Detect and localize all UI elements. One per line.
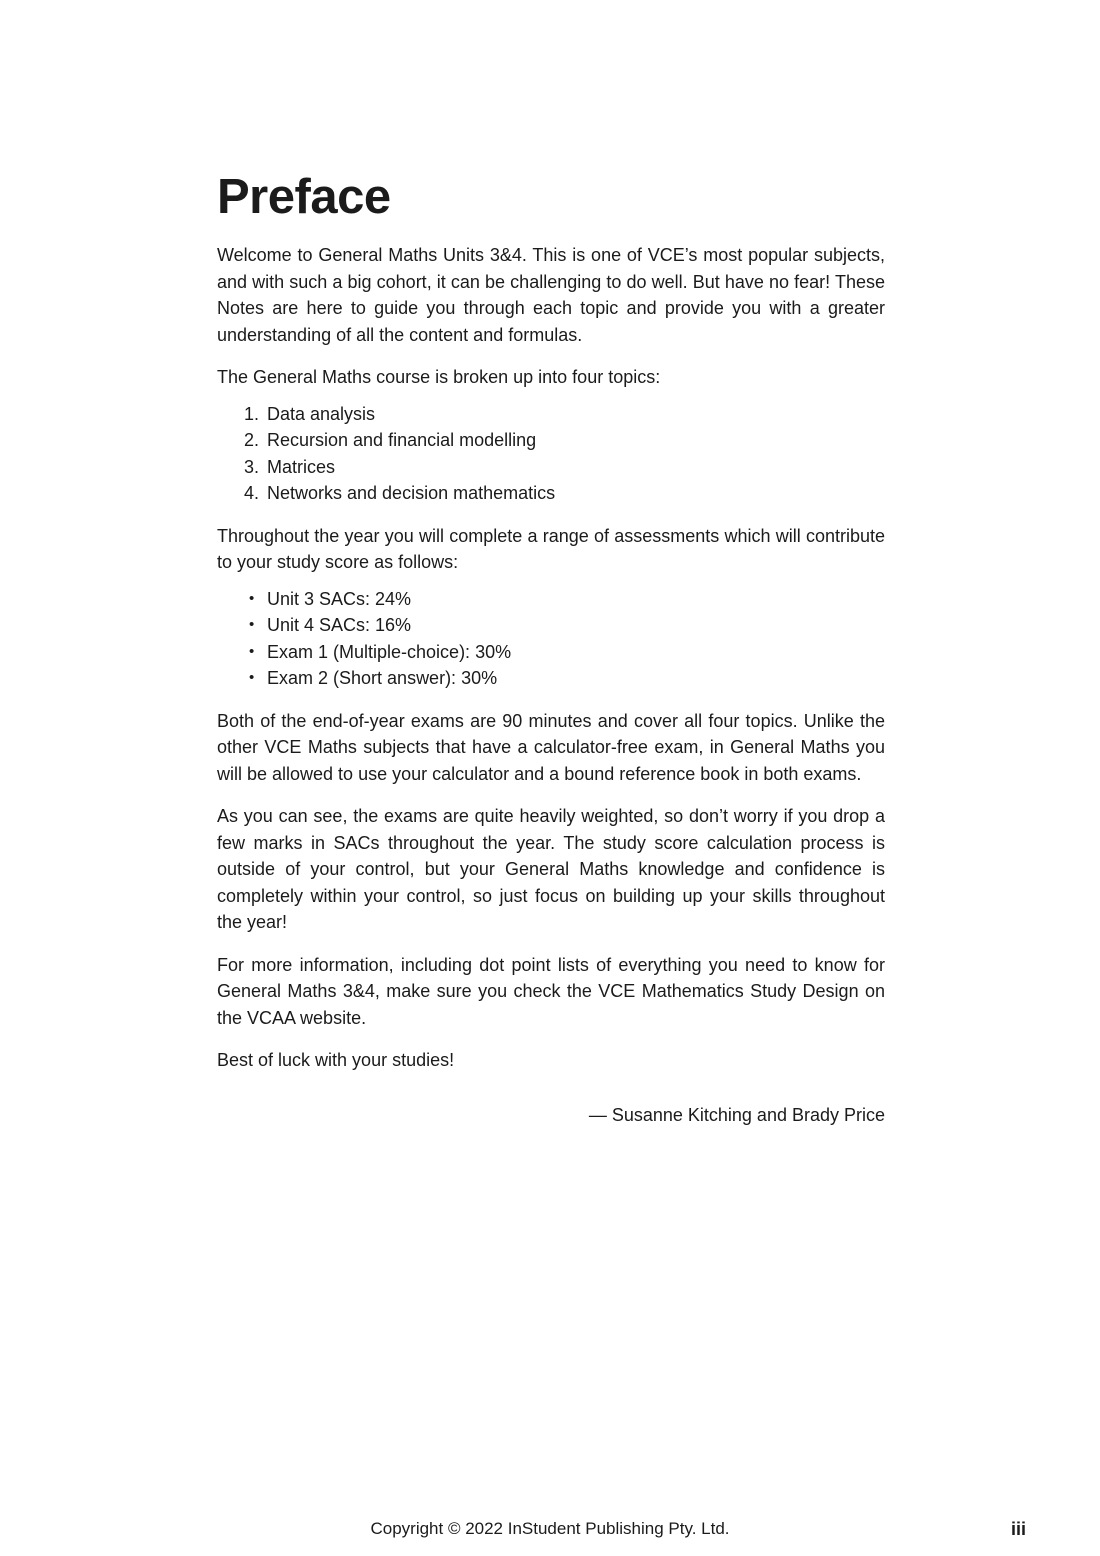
- assessment-item: • Exam 1 (Multiple-choice): 30%: [267, 639, 885, 666]
- topics-lead-paragraph: The General Maths course is broken up into four topics:: [217, 367, 661, 387]
- more-info-paragraph: For more information, including dot point lists of everything you need to know for General Maths 3&4, make sure you check the VCE Mathematics Study Design on the VCAA website.: [217, 954, 885, 1028]
- intro-paragraph: Welcome to General Maths Units 3&4. This is one of VCE’s most popular subjects, and with such a big cohort, it can be challenging to do well. But have no fear! These Notes are here to guide you through each topic and provide you with a greater understanding of all the content and formulas.: [217, 245, 885, 345]
- topic-item: 2. Recursion and financial modelling: [264, 427, 885, 454]
- exams-paragraph: Both of the end-of-year exams are 90 minutes and cover all four topics. Unlike the other VCE Maths subjects that have a calculator-free exam, in General Maths you will be allowed to use your calculator and a bound reference book in both exams.: [217, 710, 885, 784]
- page-number: iii: [1010, 1519, 1026, 1539]
- assessments-lead-paragraph: Throughout the year you will complete a range of assessments which will contribute to your study score as follows:: [217, 525, 885, 572]
- copyright-notice: Copyright © 2022 InStudent Publishing Pty. Ltd.: [370, 1519, 730, 1538]
- closing-paragraph: Best of luck with your studies!: [217, 1050, 455, 1070]
- weighting-paragraph: As you can see, the exams are quite heavily weighted, so don’t worry if you drop a few marks in SACs throughout the year. The study score calculation process is outside of your control, but your General Maths knowledge and confidence is completely within your control, so just focus on building up your skills throughout the year!: [217, 806, 885, 932]
- topics-list: [217, 401, 885, 507]
- author-signature: — Susanne Kitching and Brady Price: [588, 1104, 885, 1125]
- assessment-item: • Unit 3 SACs: 24%: [267, 586, 885, 613]
- topic-item: 3. Matrices: [264, 454, 885, 481]
- assessment-item: • Unit 4 SACs: 16%: [267, 612, 885, 639]
- page-title: Preface: [217, 170, 391, 224]
- assessment-item: • Exam 2 (Short answer): 30%: [267, 665, 885, 692]
- assessments-list: [217, 586, 885, 692]
- page-footer: [0, 1518, 1100, 1544]
- preface-page-content: [217, 170, 885, 1128]
- topic-item: 1. Data analysis: [264, 401, 885, 428]
- topic-item: 4. Networks and decision mathematics: [264, 480, 885, 507]
